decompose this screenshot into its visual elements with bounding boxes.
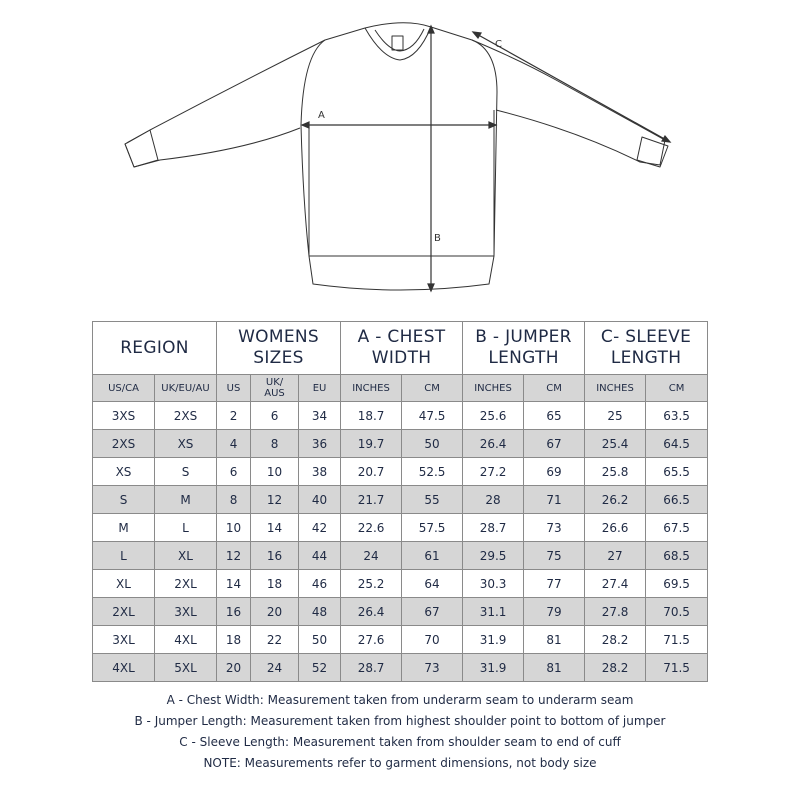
table-cell: 25.8 — [585, 458, 646, 486]
table-cell: 66.5 — [646, 486, 708, 514]
sub-header-chest-inches: INCHES — [341, 375, 402, 402]
table-cell: 67 — [524, 430, 585, 458]
header-sleeve-length-text: C- SLEEVE LENGTH — [600, 327, 692, 368]
hem-band — [309, 256, 494, 290]
table-cell: 16 — [217, 598, 251, 626]
sub-header-uk-aus — [251, 375, 299, 402]
table-cell: 22.6 — [341, 514, 402, 542]
right-sleeve — [472, 40, 665, 165]
table-cell: 10 — [251, 458, 299, 486]
table-cell: 4 — [217, 430, 251, 458]
table-cell: 65 — [524, 402, 585, 430]
header-region: REGION — [93, 322, 217, 375]
table-cell: 18 — [217, 626, 251, 654]
table-cell: 14 — [217, 570, 251, 598]
table-cell: 34 — [299, 402, 341, 430]
table-cell: XS — [93, 458, 155, 486]
table-row — [93, 570, 708, 598]
table-row — [93, 654, 708, 682]
table-cell: 20 — [251, 598, 299, 626]
table-cell: 6 — [251, 402, 299, 430]
table-cell: 57.5 — [402, 514, 463, 542]
table-cell: 69 — [524, 458, 585, 486]
table-row — [93, 626, 708, 654]
header-womens-sizes-text: WOMENS SIZES — [238, 327, 319, 368]
group-header-row — [93, 322, 708, 375]
table-cell: 44 — [299, 542, 341, 570]
table-cell: 24 — [251, 654, 299, 682]
sub-header-chest-cm: CM — [402, 375, 463, 402]
table-cell: 70.5 — [646, 598, 708, 626]
table-cell: 63.5 — [646, 402, 708, 430]
table-cell: 3XL — [93, 626, 155, 654]
table-row — [93, 542, 708, 570]
table-cell: 28.2 — [585, 654, 646, 682]
table-cell: 46 — [299, 570, 341, 598]
sub-header-sleeve-inches: INCHES — [585, 375, 646, 402]
table-cell: S — [155, 458, 217, 486]
table-cell: 81 — [524, 626, 585, 654]
table-cell: 25.6 — [463, 402, 524, 430]
table-cell: 4XL — [93, 654, 155, 682]
table-cell: 20 — [217, 654, 251, 682]
header-jumper-length — [463, 322, 585, 375]
table-cell: 12 — [251, 486, 299, 514]
table-row — [93, 598, 708, 626]
table-cell: 79 — [524, 598, 585, 626]
table-cell: 24 — [341, 542, 402, 570]
neck-band — [365, 27, 431, 60]
table-cell: 27.4 — [585, 570, 646, 598]
sub-header-us-ca: US/CA — [93, 375, 155, 402]
table-cell: 42 — [299, 514, 341, 542]
table-cell: 27 — [585, 542, 646, 570]
table-cell: 26.2 — [585, 486, 646, 514]
table-cell: 28.7 — [341, 654, 402, 682]
table-cell: 30.3 — [463, 570, 524, 598]
sub-header-eu: EU — [299, 375, 341, 402]
sub-header-length-inches: INCHES — [463, 375, 524, 402]
table-cell: 18.7 — [341, 402, 402, 430]
table-cell: 27.2 — [463, 458, 524, 486]
table-cell: 71.5 — [646, 626, 708, 654]
size-rows — [93, 402, 708, 682]
header-chest-width — [341, 322, 463, 375]
table-row — [93, 486, 708, 514]
sub-header-uk-eu-au: UK/EU/AU — [155, 375, 217, 402]
table-cell: 2XL — [93, 598, 155, 626]
note-jumper-length: B - Jumper Length: Measurement taken from highest shoulder point to bottom of jumper — [134, 714, 666, 728]
table-cell: 28 — [463, 486, 524, 514]
note-sleeve-length: C - Sleeve Length: Measurement taken from shoulder seam to end of cuff — [179, 735, 621, 749]
table-cell: 2XS — [93, 430, 155, 458]
sub-header-us: US — [217, 375, 251, 402]
table-cell: 64.5 — [646, 430, 708, 458]
label-c: C — [495, 39, 502, 50]
table-cell: 52.5 — [402, 458, 463, 486]
table-cell: 36 — [299, 430, 341, 458]
table-cell: 18 — [251, 570, 299, 598]
table-cell: 52 — [299, 654, 341, 682]
table-cell: 2 — [217, 402, 251, 430]
table-row — [93, 458, 708, 486]
table-cell: 26.4 — [341, 598, 402, 626]
table-cell: 65.5 — [646, 458, 708, 486]
header-sleeve-length — [585, 322, 708, 375]
table-cell: 73 — [524, 514, 585, 542]
table-cell: XL — [155, 542, 217, 570]
table-cell: 70 — [402, 626, 463, 654]
table-cell: 27.8 — [585, 598, 646, 626]
label-a: A — [318, 110, 325, 121]
note-chest-width: A - Chest Width: Measurement taken from underarm seam to underarm seam — [166, 693, 634, 707]
table-cell: 14 — [251, 514, 299, 542]
table-row — [93, 514, 708, 542]
table-cell: XS — [155, 430, 217, 458]
table-cell: 67 — [402, 598, 463, 626]
sub-header-sleeve-cm: CM — [646, 375, 708, 402]
sub-header-row — [93, 375, 708, 402]
sleeve-length-arrow — [473, 32, 670, 142]
table-cell: 28.7 — [463, 514, 524, 542]
table-cell: 12 — [217, 542, 251, 570]
table-cell: 27.6 — [341, 626, 402, 654]
table-row — [93, 430, 708, 458]
table-cell: 40 — [299, 486, 341, 514]
sweater-outline — [301, 23, 497, 256]
table-cell: 25 — [585, 402, 646, 430]
sweater-diagram — [0, 0, 800, 310]
header-womens-sizes — [217, 322, 341, 375]
neck-label — [392, 36, 403, 50]
table-cell: 26.6 — [585, 514, 646, 542]
table-cell: 26.4 — [463, 430, 524, 458]
table-cell: M — [155, 486, 217, 514]
table-cell: 20.7 — [341, 458, 402, 486]
table-cell: 73 — [402, 654, 463, 682]
table-cell: 28.2 — [585, 626, 646, 654]
table-cell: L — [93, 542, 155, 570]
table-cell: 69.5 — [646, 570, 708, 598]
table-cell: 55 — [402, 486, 463, 514]
table-cell: 21.7 — [341, 486, 402, 514]
table-cell: 2XL — [155, 570, 217, 598]
table-cell: 50 — [299, 626, 341, 654]
table-cell: 47.5 — [402, 402, 463, 430]
table-cell: 29.5 — [463, 542, 524, 570]
note-garment-dimensions: NOTE: Measurements refer to garment dimensions, not body size — [203, 756, 597, 770]
table-cell: 6 — [217, 458, 251, 486]
table-cell: 75 — [524, 542, 585, 570]
table-cell: XL — [93, 570, 155, 598]
table-cell: 31.9 — [463, 654, 524, 682]
table-cell: 19.7 — [341, 430, 402, 458]
header-jumper-length-text: B - JUMPER LENGTH — [475, 327, 572, 368]
table-cell: 31.1 — [463, 598, 524, 626]
table-cell: 25.2 — [341, 570, 402, 598]
table-cell: 10 — [217, 514, 251, 542]
table-cell: 5XL — [155, 654, 217, 682]
table-cell: 77 — [524, 570, 585, 598]
table-cell: 38 — [299, 458, 341, 486]
table-cell: 31.9 — [463, 626, 524, 654]
table-cell: 71.5 — [646, 654, 708, 682]
table-cell: 3XS — [93, 402, 155, 430]
table-cell: 4XL — [155, 626, 217, 654]
table-cell: 61 — [402, 542, 463, 570]
table-cell: 67.5 — [646, 514, 708, 542]
table-cell: 25.4 — [585, 430, 646, 458]
table-cell: L — [155, 514, 217, 542]
table-cell: 22 — [251, 626, 299, 654]
sub-header-length-cm: CM — [524, 375, 585, 402]
table-cell: 81 — [524, 654, 585, 682]
table-cell: 50 — [402, 430, 463, 458]
table-cell: S — [93, 486, 155, 514]
measurement-notes — [0, 690, 800, 774]
table-cell: M — [93, 514, 155, 542]
table-cell: 64 — [402, 570, 463, 598]
table-cell: 2XS — [155, 402, 217, 430]
sub-header-uk-aus-text: UK/ AUS — [264, 377, 285, 399]
table-cell: 8 — [251, 430, 299, 458]
header-chest-width-text: A - CHEST WIDTH — [357, 327, 446, 368]
table-cell: 48 — [299, 598, 341, 626]
table-row — [93, 402, 708, 430]
table-cell: 16 — [251, 542, 299, 570]
label-b: B — [434, 233, 441, 244]
left-cuff — [125, 130, 158, 167]
size-chart-table — [92, 321, 708, 682]
table-cell: 8 — [217, 486, 251, 514]
table-cell: 68.5 — [646, 542, 708, 570]
table-cell: 3XL — [155, 598, 217, 626]
table-cell: 71 — [524, 486, 585, 514]
